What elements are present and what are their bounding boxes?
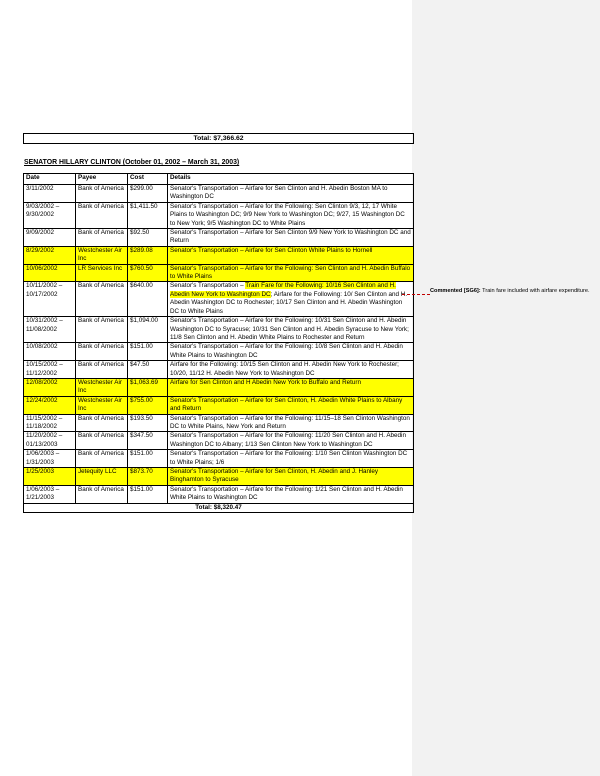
- cell-details: Senator's Transportation – Airfare for Sen Clinton 9/9 New York to Washington DC and Return: [168, 229, 414, 247]
- cell-date: 8/29/2002: [24, 246, 76, 264]
- table-row-highlighted: [24, 264, 414, 282]
- cell-cost: $873.70: [128, 468, 168, 486]
- cell-details: Senator's Transportation – Airfare for Sen Clinton White Plains to Hornell: [168, 246, 414, 264]
- table-total: Total: $8,320.47: [24, 503, 414, 512]
- cell-details: Senator's Transportation – Airfare for the Following: 10/31 Sen Clinton and H. Abedin Washington DC to Syracuse; 10/31 Sen Clinton and H. Abedin Syracuse to New York; 11/8 Sen Clinton and H. Abedin White Plains to Rochester and Return: [168, 317, 414, 343]
- cell-details: Senator's Transportation – Airfare for Sen Clinton and H. Abedin Boston MA to Washington DC: [168, 185, 414, 203]
- table-total-row: [24, 503, 414, 512]
- cell-payee: LR Services Inc: [76, 264, 128, 282]
- cell-details: Senator's Transportation – Airfare for the Following: Sen Clinton and H. Abedin Buffalo to White Plains: [168, 264, 414, 282]
- cell-details: Senator's Transportation – Airfare for the Following: 11/20 Sen Clinton and H. Abedin Washington DC to Albany; 1/13 Sen Clinton New York to Washington DC: [168, 432, 414, 450]
- cell-payee: Bank of America: [76, 185, 128, 203]
- cell-details: Airfare for Sen Clinton and H Abedin New York to Buffalo and Return: [168, 378, 414, 396]
- table-row: [24, 361, 414, 379]
- cell-date: 9/03/2002 – 9/30/2002: [24, 202, 76, 228]
- cell-payee: Bank of America: [76, 343, 128, 361]
- previous-total: Total: $7,366.62: [23, 133, 414, 144]
- cell-details: Airfare for the Following: 10/15 Sen Clinton and H. Abedin New York to Rochester; 10/20, 11/12 H. Abedin New York to Washington DC: [168, 361, 414, 379]
- cell-payee: Bank of America: [76, 229, 128, 247]
- table-row: [24, 282, 414, 317]
- cell-payee: Westchester Air Inc: [76, 396, 128, 414]
- cell-details: [168, 282, 414, 317]
- column-header-payee: Payee: [76, 174, 128, 185]
- comment-text: Train fare included with airfare expenditure.: [482, 288, 590, 294]
- table-row: [24, 485, 414, 503]
- table-row: [24, 317, 414, 343]
- details-text: Senator's Transportation –: [170, 282, 246, 290]
- cell-payee: Bank of America: [76, 485, 128, 503]
- cell-cost: $755.00: [128, 396, 168, 414]
- cell-payee: Bank of America: [76, 450, 128, 468]
- table-row: [24, 432, 414, 450]
- cell-cost: $92.50: [128, 229, 168, 247]
- cell-cost: $640.00: [128, 282, 168, 317]
- cell-cost: $347.50: [128, 432, 168, 450]
- cell-date: 10/15/2002 – 11/12/2002: [24, 361, 76, 379]
- cell-details: Senator's Transportation – Airfare for the Following: 1/21 Sen Clinton and H. Abedin White Plains to Washington DC: [168, 485, 414, 503]
- cell-date: 1/25/2003: [24, 468, 76, 486]
- cell-cost: $760.50: [128, 264, 168, 282]
- cell-cost: $1,094.00: [128, 317, 168, 343]
- comment-label: Commented [SG6]:: [430, 288, 481, 294]
- cell-details: Senator's Transportation – Airfare for the Following: 10/8 Sen Clinton and H. Abedin White Plains to Washington DC: [168, 343, 414, 361]
- cell-date: 9/09/2002: [24, 229, 76, 247]
- details-text: ; Airfare for the Following: 10/ Sen Clinton and H. Abedin Washington DC to Rochester; 10/17 Sen Clinton and H. Abedin Washington DC to White Plains: [170, 290, 408, 315]
- cell-cost: $151.00: [128, 450, 168, 468]
- cell-cost: $1,411.50: [128, 202, 168, 228]
- table-row: [24, 414, 414, 432]
- table-row-highlighted: [24, 468, 414, 486]
- table-header-row: [24, 174, 414, 185]
- cell-details: Senator's Transportation – Airfare for Sen Clinton, H. Abedin and J. Hanley Binghamton to Syracuse: [168, 468, 414, 486]
- cell-cost: $1,063.69: [128, 378, 168, 396]
- cell-date: 11/15/2002 – 11/18/2002: [24, 414, 76, 432]
- cell-payee: Bank of America: [76, 282, 128, 317]
- comment-pane: [412, 0, 600, 776]
- cell-cost: $193.50: [128, 414, 168, 432]
- table-row-highlighted: [24, 378, 414, 396]
- cell-date: 10/08/2002: [24, 343, 76, 361]
- table-row-highlighted: [24, 246, 414, 264]
- commented-text: Train Fare for the Following: 10/16 Sen Clinton and H. Abedin New York to Washington DC: [170, 282, 396, 298]
- column-header-cost: Cost: [128, 174, 168, 185]
- cell-date: 1/06/2003 – 1/21/2003: [24, 485, 76, 503]
- cell-cost: $289.08: [128, 246, 168, 264]
- cell-cost: $299.00: [128, 185, 168, 203]
- cell-details: Senator's Transportation – Airfare for Sen Clinton, H. Abedin White Plains to Albany and Return: [168, 396, 414, 414]
- table-row: [24, 202, 414, 228]
- table-row: [24, 229, 414, 247]
- cell-date: 1/06/2003 – 1/31/2003: [24, 450, 76, 468]
- cell-details: Senator's Transportation – Airfare for the Following: 11/15–18 Sen Clinton Washington DC to White Plains, New York and Return: [168, 414, 414, 432]
- cell-payee: Bank of America: [76, 317, 128, 343]
- table-row: [24, 185, 414, 203]
- cell-payee: Jetequity LLC: [76, 468, 128, 486]
- comment-balloon[interactable]: [430, 288, 590, 295]
- cell-details: Senator's Transportation – Airfare for the Following: Sen Clinton 9/3, 12, 17 White Plains to Washington DC; 9/9 New York to Washington DC; 9/27, 15 Washington DC to New York; 9/5 Washington DC to White Plains: [168, 202, 414, 228]
- cell-cost: $151.00: [128, 343, 168, 361]
- cell-date: 12/08/2002: [24, 378, 76, 396]
- table-row: [24, 343, 414, 361]
- cell-payee: Bank of America: [76, 432, 128, 450]
- cell-cost: $47.50: [128, 361, 168, 379]
- cell-date: 3/11/2002: [24, 185, 76, 203]
- comment-connector-line: [402, 294, 430, 295]
- cell-payee: Bank of America: [76, 414, 128, 432]
- cell-date: 12/24/2002: [24, 396, 76, 414]
- cell-date: 10/11/2002 – 10/17/2002: [24, 282, 76, 317]
- table-row: [24, 450, 414, 468]
- expense-table: [23, 173, 414, 513]
- column-header-date: Date: [24, 174, 76, 185]
- section-title: SENATOR HILLARY CLINTON (October 01, 2002 – March 31, 2003): [24, 159, 240, 166]
- table-row-highlighted: [24, 396, 414, 414]
- cell-details: Senator's Transportation – Airfare for the Following: 1/10 Sen Clinton Washington DC to White Plains; 1/6: [168, 450, 414, 468]
- cell-date: 10/31/2002 – 11/08/2002: [24, 317, 76, 343]
- cell-payee: Westchester Air Inc: [76, 246, 128, 264]
- cell-payee: Bank of America: [76, 202, 128, 228]
- cell-date: 11/20/2002 – 01/13/2003: [24, 432, 76, 450]
- cell-payee: Westchester Air Inc: [76, 378, 128, 396]
- cell-payee: Bank of America: [76, 361, 128, 379]
- cell-cost: $151.00: [128, 485, 168, 503]
- column-header-details: Details: [168, 174, 414, 185]
- cell-date: 10/06/2002: [24, 264, 76, 282]
